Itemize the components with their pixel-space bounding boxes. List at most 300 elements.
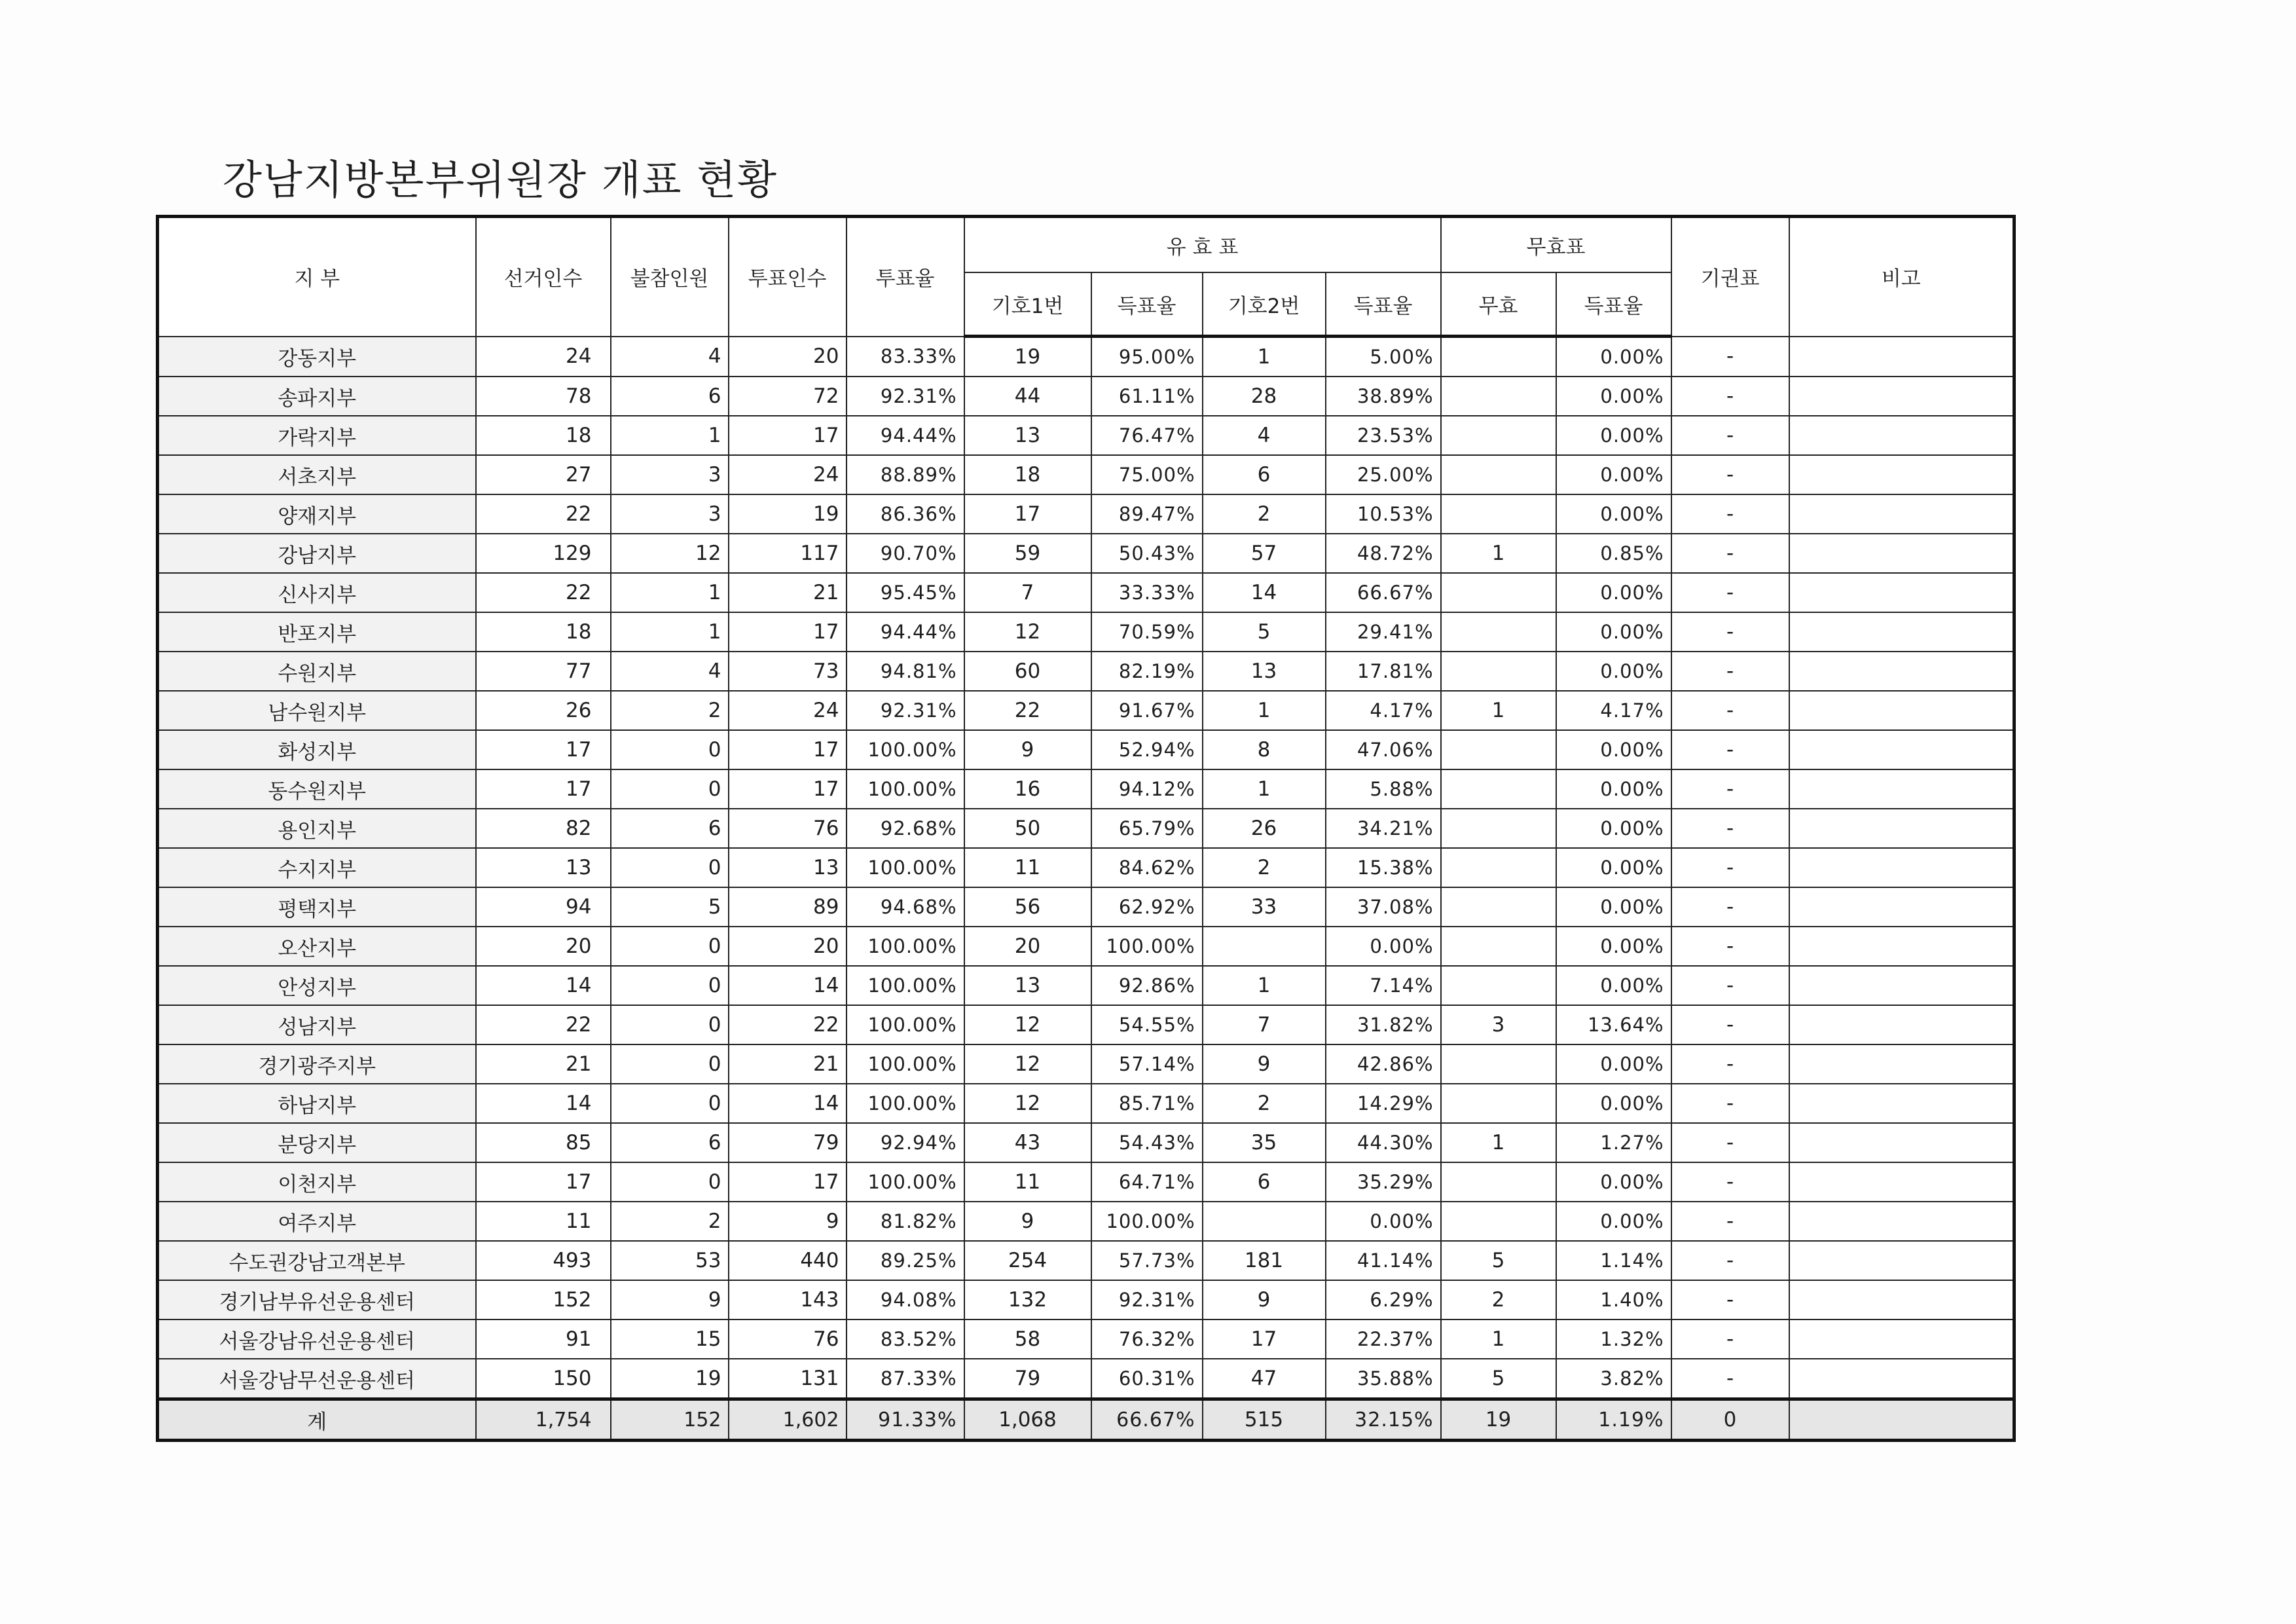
cand1-votes-cell: 13 — [964, 966, 1091, 1005]
voters-cell: 17 — [729, 730, 847, 769]
voters-cell: 14 — [729, 966, 847, 1005]
cand1-votes-cell: 79 — [964, 1359, 1091, 1399]
cand2-rate-cell: 7.14% — [1326, 966, 1441, 1005]
note-cell — [1789, 455, 2014, 494]
cand2-votes-cell: 4 — [1203, 416, 1326, 455]
electorate-cell: 14 — [476, 966, 611, 1005]
branch-cell: 경기광주지부 — [158, 1044, 476, 1084]
invalid-votes-cell — [1441, 927, 1556, 966]
voters-cell: 21 — [729, 1044, 847, 1084]
table-row — [158, 1005, 2014, 1044]
turnout-cell: 100.00% — [847, 769, 964, 809]
absent-cell: 3 — [611, 455, 729, 494]
cand1-votes-cell: 16 — [964, 769, 1091, 809]
note-cell — [1789, 534, 2014, 573]
note-cell — [1789, 1005, 2014, 1044]
electorate-cell: 17 — [476, 1162, 611, 1202]
cand1-votes-cell: 22 — [964, 691, 1091, 730]
invalid-votes-cell — [1441, 416, 1556, 455]
absent-cell: 0 — [611, 848, 729, 887]
invalid-votes-cell: 1 — [1441, 1320, 1556, 1359]
table-row — [158, 730, 2014, 769]
invalid-votes-cell — [1441, 966, 1556, 1005]
total-row — [158, 1399, 2014, 1441]
branch-cell: 여주지부 — [158, 1202, 476, 1241]
table-row — [158, 377, 2014, 416]
turnout-cell: 91.33% — [847, 1399, 964, 1441]
turnout-cell: 95.45% — [847, 573, 964, 612]
table-row — [158, 573, 2014, 612]
table-row — [158, 1280, 2014, 1320]
header-note: 비고 — [1789, 217, 2014, 337]
cand1-rate-cell: 94.12% — [1091, 769, 1203, 809]
voters-cell: 20 — [729, 927, 847, 966]
invalid-rate-cell: 0.00% — [1556, 887, 1671, 927]
table-row — [158, 1044, 2014, 1084]
voters-cell: 14 — [729, 1084, 847, 1123]
absent-cell: 0 — [611, 1084, 729, 1123]
voters-cell: 22 — [729, 1005, 847, 1044]
turnout-cell: 100.00% — [847, 1044, 964, 1084]
voters-cell: 76 — [729, 1320, 847, 1359]
cand1-rate-cell: 100.00% — [1091, 927, 1203, 966]
abstain-cell: - — [1671, 848, 1789, 887]
voters-cell: 1,602 — [729, 1399, 847, 1441]
absent-cell: 12 — [611, 534, 729, 573]
table-row — [158, 966, 2014, 1005]
invalid-votes-cell — [1441, 1202, 1556, 1241]
table-row — [158, 612, 2014, 652]
electorate-cell: 150 — [476, 1359, 611, 1399]
note-cell — [1789, 691, 2014, 730]
cand1-rate-cell: 84.62% — [1091, 848, 1203, 887]
note-cell — [1789, 1202, 2014, 1241]
invalid-votes-cell — [1441, 1162, 1556, 1202]
cand1-rate-cell: 57.14% — [1091, 1044, 1203, 1084]
cand2-votes-cell: 9 — [1203, 1280, 1326, 1320]
voters-cell: 17 — [729, 612, 847, 652]
branch-cell: 수도권강남고객본부 — [158, 1241, 476, 1280]
absent-cell: 9 — [611, 1280, 729, 1320]
abstain-cell: - — [1671, 377, 1789, 416]
cand2-rate-cell: 0.00% — [1326, 927, 1441, 966]
cand1-rate-cell: 54.55% — [1091, 1005, 1203, 1044]
voters-cell: 9 — [729, 1202, 847, 1241]
branch-cell: 오산지부 — [158, 927, 476, 966]
header-cand1: 기호1번 — [964, 272, 1091, 337]
absent-cell: 0 — [611, 927, 729, 966]
cand1-rate-cell: 62.92% — [1091, 887, 1203, 927]
note-cell — [1789, 848, 2014, 887]
branch-cell: 양재지부 — [158, 494, 476, 534]
turnout-cell: 94.44% — [847, 416, 964, 455]
invalid-rate-cell: 0.85% — [1556, 534, 1671, 573]
absent-cell: 0 — [611, 966, 729, 1005]
cand1-rate-cell: 89.47% — [1091, 494, 1203, 534]
invalid-rate-cell: 0.00% — [1556, 494, 1671, 534]
note-cell — [1789, 1399, 2014, 1441]
cand2-rate-cell: 38.89% — [1326, 377, 1441, 416]
header-voters: 투표인수 — [729, 217, 847, 337]
voters-cell: 13 — [729, 848, 847, 887]
cand2-votes-cell: 35 — [1203, 1123, 1326, 1162]
voters-cell: 17 — [729, 769, 847, 809]
electorate-cell: 85 — [476, 1123, 611, 1162]
absent-cell: 0 — [611, 769, 729, 809]
cand1-votes-cell: 58 — [964, 1320, 1091, 1359]
header-cand2: 기호2번 — [1203, 272, 1326, 337]
turnout-cell: 92.31% — [847, 691, 964, 730]
invalid-votes-cell — [1441, 652, 1556, 691]
absent-cell: 4 — [611, 652, 729, 691]
invalid-votes-cell — [1441, 573, 1556, 612]
table-row — [158, 337, 2014, 377]
table-row — [158, 494, 2014, 534]
abstain-cell: - — [1671, 769, 1789, 809]
electorate-cell: 22 — [476, 494, 611, 534]
abstain-cell: - — [1671, 534, 1789, 573]
cand1-votes-cell: 50 — [964, 809, 1091, 848]
cand1-votes-cell: 7 — [964, 573, 1091, 612]
header-turnout: 투표율 — [847, 217, 964, 337]
cand2-rate-cell: 4.17% — [1326, 691, 1441, 730]
table-row — [158, 1202, 2014, 1241]
invalid-votes-cell — [1441, 887, 1556, 927]
branch-cell: 하남지부 — [158, 1084, 476, 1123]
invalid-rate-cell: 0.00% — [1556, 1162, 1671, 1202]
electorate-cell: 11 — [476, 1202, 611, 1241]
note-cell — [1789, 927, 2014, 966]
cand2-votes-cell: 2 — [1203, 1084, 1326, 1123]
cand1-rate-cell: 64.71% — [1091, 1162, 1203, 1202]
cand2-rate-cell: 29.41% — [1326, 612, 1441, 652]
voters-cell: 440 — [729, 1241, 847, 1280]
electorate-cell: 129 — [476, 534, 611, 573]
table-row — [158, 1359, 2014, 1399]
cand2-rate-cell: 41.14% — [1326, 1241, 1441, 1280]
branch-cell: 평택지부 — [158, 887, 476, 927]
invalid-rate-cell: 0.00% — [1556, 966, 1671, 1005]
invalid-rate-cell: 0.00% — [1556, 377, 1671, 416]
cand2-votes-cell: 515 — [1203, 1399, 1326, 1441]
invalid-rate-cell: 0.00% — [1556, 1202, 1671, 1241]
branch-cell: 가락지부 — [158, 416, 476, 455]
note-cell — [1789, 1123, 2014, 1162]
cand2-votes-cell: 1 — [1203, 337, 1326, 377]
cand1-rate-cell: 92.31% — [1091, 1280, 1203, 1320]
invalid-votes-cell: 1 — [1441, 534, 1556, 573]
invalid-rate-cell: 0.00% — [1556, 573, 1671, 612]
cand1-votes-cell: 19 — [964, 337, 1091, 377]
cand1-rate-cell: 54.43% — [1091, 1123, 1203, 1162]
electorate-cell: 21 — [476, 1044, 611, 1084]
abstain-cell: - — [1671, 966, 1789, 1005]
abstain-cell: - — [1671, 1044, 1789, 1084]
voters-cell: 72 — [729, 377, 847, 416]
header-row-top — [158, 217, 2014, 273]
cand2-votes-cell: 14 — [1203, 573, 1326, 612]
invalid-votes-cell — [1441, 494, 1556, 534]
cand1-rate-cell: 70.59% — [1091, 612, 1203, 652]
voters-cell: 24 — [729, 691, 847, 730]
abstain-cell: - — [1671, 573, 1789, 612]
cand1-votes-cell: 132 — [964, 1280, 1091, 1320]
cand1-votes-cell: 18 — [964, 455, 1091, 494]
cand1-rate-cell: 50.43% — [1091, 534, 1203, 573]
invalid-votes-cell — [1441, 337, 1556, 377]
cand2-rate-cell: 47.06% — [1326, 730, 1441, 769]
invalid-rate-cell: 1.27% — [1556, 1123, 1671, 1162]
cand2-rate-cell: 10.53% — [1326, 494, 1441, 534]
cand2-votes-cell: 7 — [1203, 1005, 1326, 1044]
voters-cell: 143 — [729, 1280, 847, 1320]
note-cell — [1789, 652, 2014, 691]
table-row — [158, 1162, 2014, 1202]
turnout-cell: 100.00% — [847, 966, 964, 1005]
abstain-cell: - — [1671, 1320, 1789, 1359]
cand2-rate-cell: 44.30% — [1326, 1123, 1441, 1162]
table-row — [158, 927, 2014, 966]
vote-count-table — [156, 215, 2016, 1442]
electorate-cell: 1,754 — [476, 1399, 611, 1441]
voters-cell: 17 — [729, 1162, 847, 1202]
invalid-rate-cell: 0.00% — [1556, 337, 1671, 377]
header-branch: 지 부 — [158, 217, 476, 337]
turnout-cell: 100.00% — [847, 927, 964, 966]
branch-cell: 신사지부 — [158, 573, 476, 612]
absent-cell: 152 — [611, 1399, 729, 1441]
branch-cell: 화성지부 — [158, 730, 476, 769]
note-cell — [1789, 573, 2014, 612]
turnout-cell: 94.44% — [847, 612, 964, 652]
turnout-cell: 92.31% — [847, 377, 964, 416]
electorate-cell: 13 — [476, 848, 611, 887]
electorate-cell: 18 — [476, 416, 611, 455]
cand1-rate-cell: 91.67% — [1091, 691, 1203, 730]
absent-cell: 4 — [611, 337, 729, 377]
absent-cell: 0 — [611, 1005, 729, 1044]
note-cell — [1789, 1280, 2014, 1320]
cand2-rate-cell: 14.29% — [1326, 1084, 1441, 1123]
header-absent: 불참인원 — [611, 217, 729, 337]
cand1-rate-cell: 100.00% — [1091, 1202, 1203, 1241]
cand2-votes-cell: 17 — [1203, 1320, 1326, 1359]
voters-cell: 76 — [729, 809, 847, 848]
table-row — [158, 1241, 2014, 1280]
invalid-rate-cell: 0.00% — [1556, 730, 1671, 769]
table-row — [158, 1320, 2014, 1359]
cand1-votes-cell: 17 — [964, 494, 1091, 534]
abstain-cell: - — [1671, 1241, 1789, 1280]
cand2-rate-cell: 32.15% — [1326, 1399, 1441, 1441]
invalid-votes-cell — [1441, 730, 1556, 769]
electorate-cell: 78 — [476, 377, 611, 416]
invalid-rate-cell: 0.00% — [1556, 848, 1671, 887]
cand2-votes-cell: 1 — [1203, 966, 1326, 1005]
cand2-rate-cell: 0.00% — [1326, 1202, 1441, 1241]
branch-cell: 강동지부 — [158, 337, 476, 377]
note-cell — [1789, 416, 2014, 455]
invalid-rate-cell: 0.00% — [1556, 1044, 1671, 1084]
abstain-cell: - — [1671, 927, 1789, 966]
table-row — [158, 769, 2014, 809]
turnout-cell: 94.08% — [847, 1280, 964, 1320]
table-row — [158, 809, 2014, 848]
cand1-rate-cell: 76.47% — [1091, 416, 1203, 455]
voters-cell: 73 — [729, 652, 847, 691]
cand1-rate-cell: 82.19% — [1091, 652, 1203, 691]
cand2-rate-cell: 22.37% — [1326, 1320, 1441, 1359]
cand2-votes-cell: 33 — [1203, 887, 1326, 927]
header-valid-votes: 유 효 표 — [964, 217, 1441, 273]
cand2-votes-cell: 181 — [1203, 1241, 1326, 1280]
invalid-votes-cell: 1 — [1441, 691, 1556, 730]
cand1-rate-cell: 33.33% — [1091, 573, 1203, 612]
cand1-votes-cell: 43 — [964, 1123, 1091, 1162]
cand2-rate-cell: 35.88% — [1326, 1359, 1441, 1399]
branch-cell: 이천지부 — [158, 1162, 476, 1202]
cand1-votes-cell: 9 — [964, 730, 1091, 769]
abstain-cell: 0 — [1671, 1399, 1789, 1441]
cand2-votes-cell: 57 — [1203, 534, 1326, 573]
branch-cell: 강남지부 — [158, 534, 476, 573]
absent-cell: 6 — [611, 809, 729, 848]
turnout-cell: 81.82% — [847, 1202, 964, 1241]
cand2-rate-cell: 37.08% — [1326, 887, 1441, 927]
branch-cell: 계 — [158, 1399, 476, 1441]
cand1-rate-cell: 95.00% — [1091, 337, 1203, 377]
invalid-votes-cell: 2 — [1441, 1280, 1556, 1320]
cand2-rate-cell: 48.72% — [1326, 534, 1441, 573]
invalid-votes-cell — [1441, 1044, 1556, 1084]
cand2-rate-cell: 66.67% — [1326, 573, 1441, 612]
note-cell — [1789, 769, 2014, 809]
cand2-rate-cell: 25.00% — [1326, 455, 1441, 494]
electorate-cell: 20 — [476, 927, 611, 966]
absent-cell: 6 — [611, 377, 729, 416]
cand1-votes-cell: 12 — [964, 1084, 1091, 1123]
invalid-rate-cell: 4.17% — [1556, 691, 1671, 730]
cand1-votes-cell: 12 — [964, 1005, 1091, 1044]
cand2-rate-cell: 5.88% — [1326, 769, 1441, 809]
note-cell — [1789, 494, 2014, 534]
cand2-votes-cell: 8 — [1203, 730, 1326, 769]
table-row — [158, 1123, 2014, 1162]
electorate-cell: 152 — [476, 1280, 611, 1320]
turnout-cell: 90.70% — [847, 534, 964, 573]
cand2-rate-cell: 17.81% — [1326, 652, 1441, 691]
note-cell — [1789, 809, 2014, 848]
branch-cell: 반포지부 — [158, 612, 476, 652]
cand2-rate-cell: 35.29% — [1326, 1162, 1441, 1202]
invalid-votes-cell: 1 — [1441, 1123, 1556, 1162]
header-invalid: 무효 — [1441, 272, 1556, 337]
invalid-rate-cell: 3.82% — [1556, 1359, 1671, 1399]
turnout-cell: 83.33% — [847, 337, 964, 377]
abstain-cell: - — [1671, 337, 1789, 377]
abstain-cell: - — [1671, 652, 1789, 691]
cand1-rate-cell: 66.67% — [1091, 1399, 1203, 1441]
cand1-rate-cell: 60.31% — [1091, 1359, 1203, 1399]
cand1-rate-cell: 61.11% — [1091, 377, 1203, 416]
branch-cell: 서울강남무선운용센터 — [158, 1359, 476, 1399]
turnout-cell: 100.00% — [847, 1084, 964, 1123]
electorate-cell: 91 — [476, 1320, 611, 1359]
note-cell — [1789, 730, 2014, 769]
electorate-cell: 77 — [476, 652, 611, 691]
absent-cell: 6 — [611, 1123, 729, 1162]
invalid-rate-cell: 1.14% — [1556, 1241, 1671, 1280]
electorate-cell: 22 — [476, 573, 611, 612]
invalid-rate-cell: 0.00% — [1556, 927, 1671, 966]
voters-cell: 19 — [729, 494, 847, 534]
electorate-cell: 17 — [476, 730, 611, 769]
table-row — [158, 691, 2014, 730]
branch-cell: 남수원지부 — [158, 691, 476, 730]
turnout-cell: 88.89% — [847, 455, 964, 494]
turnout-cell: 92.68% — [847, 809, 964, 848]
note-cell — [1789, 337, 2014, 377]
absent-cell: 5 — [611, 887, 729, 927]
invalid-rate-cell: 0.00% — [1556, 1084, 1671, 1123]
cand1-votes-cell: 1,068 — [964, 1399, 1091, 1441]
note-cell — [1789, 1084, 2014, 1123]
absent-cell: 2 — [611, 1202, 729, 1241]
cand2-rate-cell: 34.21% — [1326, 809, 1441, 848]
abstain-cell: - — [1671, 1084, 1789, 1123]
invalid-rate-cell: 0.00% — [1556, 652, 1671, 691]
absent-cell: 1 — [611, 612, 729, 652]
turnout-cell: 83.52% — [847, 1320, 964, 1359]
invalid-votes-cell: 19 — [1441, 1399, 1556, 1441]
abstain-cell: - — [1671, 612, 1789, 652]
branch-cell: 분당지부 — [158, 1123, 476, 1162]
cand1-votes-cell: 13 — [964, 416, 1091, 455]
branch-cell: 동수원지부 — [158, 769, 476, 809]
absent-cell: 0 — [611, 1162, 729, 1202]
abstain-cell: - — [1671, 1359, 1789, 1399]
abstain-cell: - — [1671, 1280, 1789, 1320]
branch-cell: 서초지부 — [158, 455, 476, 494]
absent-cell: 0 — [611, 730, 729, 769]
voters-cell: 24 — [729, 455, 847, 494]
invalid-rate-cell: 0.00% — [1556, 769, 1671, 809]
invalid-votes-cell: 5 — [1441, 1241, 1556, 1280]
cand2-votes-cell: 6 — [1203, 1162, 1326, 1202]
note-cell — [1789, 1359, 2014, 1399]
invalid-rate-cell: 1.19% — [1556, 1399, 1671, 1441]
cand1-rate-cell: 76.32% — [1091, 1320, 1203, 1359]
invalid-rate-cell: 0.00% — [1556, 809, 1671, 848]
cand1-rate-cell: 65.79% — [1091, 809, 1203, 848]
turnout-cell: 89.25% — [847, 1241, 964, 1280]
abstain-cell: - — [1671, 1005, 1789, 1044]
note-cell — [1789, 1241, 2014, 1280]
table-row — [158, 455, 2014, 494]
cand2-rate-cell: 23.53% — [1326, 416, 1441, 455]
note-cell — [1789, 612, 2014, 652]
header-invalid-rate: 득표율 — [1556, 272, 1671, 337]
cand1-votes-cell: 254 — [964, 1241, 1091, 1280]
voters-cell: 117 — [729, 534, 847, 573]
voters-cell: 89 — [729, 887, 847, 927]
branch-cell: 수원지부 — [158, 652, 476, 691]
abstain-cell: - — [1671, 455, 1789, 494]
branch-cell: 성남지부 — [158, 1005, 476, 1044]
absent-cell: 53 — [611, 1241, 729, 1280]
note-cell — [1789, 966, 2014, 1005]
cand1-votes-cell: 44 — [964, 377, 1091, 416]
